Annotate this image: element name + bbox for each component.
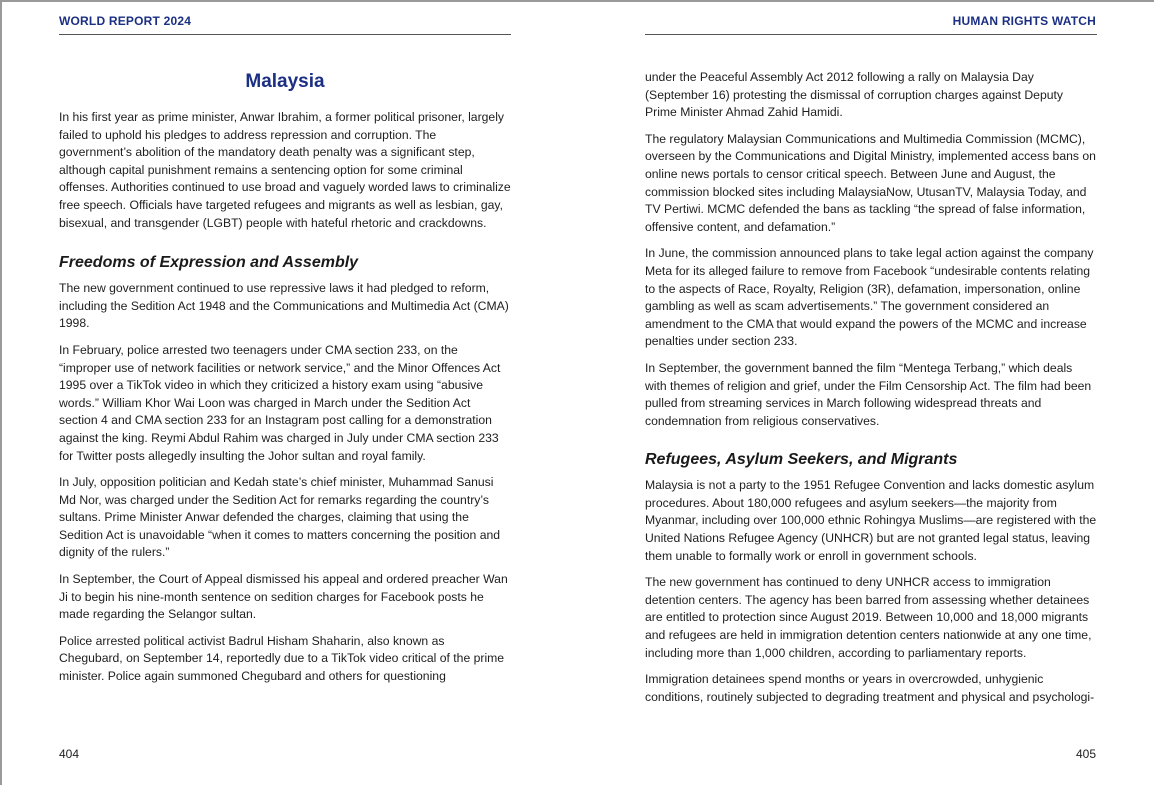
body-paragraph: under the Peaceful Assembly Act 2012 following a rally on Malaysia Day (September 16) protesting the dismissal of corruption charges against Deputy Prime Minister Ahmad Zahid Hamidi.	[645, 70, 1063, 120]
running-head-left: WORLD REPORT 2024	[59, 14, 192, 28]
section-heading-expression: Freedoms of Expression and Assembly	[59, 254, 359, 272]
running-head-right: HUMAN RIGHTS WATCH	[952, 14, 1096, 28]
body-paragraph: In June, the commission announced plans to take legal action against the company Meta for its alleged failure to remove from Facebook “undesirable contents relating to the aspects of Race, Royalty, Religion (3R), defamation, impersonation, online gambling as well as scam advertisements.” The government considered an amendment to the CMA that would expand the powers of the MCMC and increase penalties under section 233.	[645, 246, 1094, 349]
body-paragraph: Malaysia is not a party to the 1951 Refugee Convention and lacks domestic asylum procedures. About 180,000 refugees and asylum seekers—the majority from Myanmar, including over 100,000 ethnic Rohingya Muslims—are registered with the United Nations Refugee Agency (UNHCR) but are not granted legal status, leaving them unable to formally work or enroll in government schools.	[645, 478, 1097, 563]
body-paragraph: The new government continued to use repressive laws it had pledged to reform, including the Sedition Act 1948 and the Communications and Multimedia Act (CMA) 1998.	[59, 281, 509, 331]
body-paragraph: Police arrested political activist Badrul Hisham Shaharin, also known as Chegubard, on September 14, reportedly due to a TikTok video critical of the prime minister. Police again summoned Chegubard and others for questioning	[59, 633, 505, 684]
body-paragraph: In September, the government banned the film “Mentega Terbang,” which deals with themes of religion and grief, under the Film Censorship Act. The film had been pulled from streaming services in March following widespread threats and condemnation from religious conservatives.	[645, 360, 1092, 428]
body-paragraph: The regulatory Malaysian Communications and Multimedia Commission (MCMC), overseen by the Communications and Digital Ministry, implemented access bans on online news portals to censor critical speech. Between June and August, the commission blocked sites including MalaysiaNow, UtusanTV, Malaysia Today, and TV Pertiwi. MCMC defended the bans as tackling “the spread of false information, offensive content, and defamation.”	[645, 131, 1096, 234]
body-paragraph: In July, opposition politician and Kedah state’s chief minister, Muhammad Sanusi Md Nor, was charged under the Sedition Act for remarks regarding the country’s sultans. Prime Minister Anwar defended the charges, claiming that using the Sedition Act is unavoidable “when it comes to matters concerning the position and dignity of the rulers.”	[59, 475, 501, 560]
body-paragraph: The new government has continued to deny UNHCR access to immigration detention centers. The agency has been barred from assessing whether detainees are entitled to protection since August 2019. Between 10,000 and 18,000 migrants and refugees are held in immigration detention centers nationwide at any one time, including more than 1,000 children, according to parliamentary reports.	[645, 575, 1092, 660]
left-text-column	[59, 70, 511, 695]
body-paragraph: Immigration detainees spend months or years in overcrowded, unhygienic conditions, routinely subjected to degrading treatment and physical and psychologi-	[645, 672, 1095, 704]
page-number-right: 405	[1075, 747, 1096, 761]
page-number-left: 404	[59, 747, 80, 761]
intro-paragraph: In his first year as prime minister, Anwar Ibrahim, a former political prisoner, largely failed to uphold his pledges to address repression and corruption. The government’s abolition of the mandatory death penalty was a significant step, although capital punishment remains a sentencing option for some criminal offenses. Authorities continued to use broad and vaguely worded laws to criminalize free speech. Officials have targeted refugees and migrants as well as lesbian, gay, bisexual, and transgender (LGBT) people with hateful rhetoric and crackdowns.	[59, 110, 511, 230]
right-text-column	[645, 69, 1097, 715]
body-paragraph: In September, the Court of Appeal dismissed his appeal and ordered preacher Wan Ji to begin his nine-month sentence on sedition charges for Facebook posts he made regarding the Selangor sultan.	[59, 572, 508, 622]
right-page	[577, 0, 1154, 785]
chapter-title: Malaysia	[245, 71, 325, 92]
body-paragraph: In February, police arrested two teenagers under CMA section 233, on the “improper use of network facilities or network service,” and the Minor Offences Act 1995 over a TikTok video in which they criticized a history exam using “abusive words.” William Khor Wai Loon was charged in March under the Sedition Act section 4 and CMA section 233 for an Instagram post calling for a demonstration against the king. Reymi Abdul Rahim was charged in July under CMA section 233 for Twitter posts allegedly insulting the Johor sultan and royal family.	[59, 342, 501, 463]
header-rule-right	[645, 34, 1097, 35]
header-rule-left	[59, 34, 511, 35]
section-heading-refugees: Refugees, Asylum Seekers, and Migrants	[645, 451, 958, 469]
